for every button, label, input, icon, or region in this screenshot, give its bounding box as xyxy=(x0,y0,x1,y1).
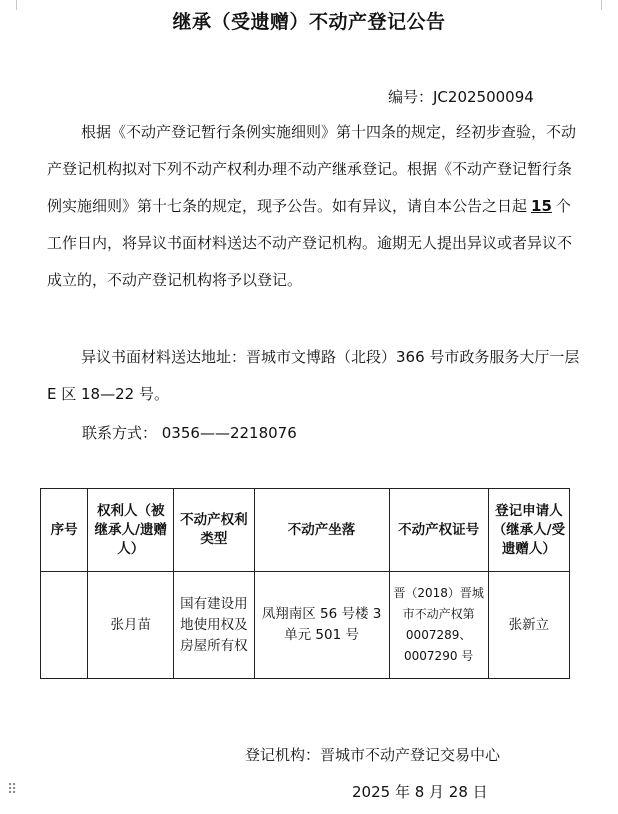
drag-handle-icon[interactable]: ⠿ xyxy=(7,782,17,798)
objection-days: 15 xyxy=(531,197,552,215)
paragraph-text: 个工作日内，将异议书面材料送达不动产登记机构。逾期无人提出异议或者异议不成立的，不动产登记机构将予以登记。 xyxy=(47,197,573,289)
table-header-row xyxy=(41,489,570,572)
cell-seq xyxy=(41,572,88,679)
header-seq: 序号 xyxy=(41,489,88,572)
header-owner: 权利人（被继承人/遗赠人） xyxy=(88,489,174,572)
cell-cert-no: 晋（2018）晋城市不动产权第 0007289、0007290 号 xyxy=(389,572,488,679)
objection-address: 异议书面材料送达地址：晋城市文博路（北段）366 号市政务服务大厅一层 E 区 18—22 号。 xyxy=(47,348,580,403)
table-row xyxy=(41,572,570,679)
registration-authority: 登记机构：晋城市不动产登记交易中心 xyxy=(245,746,501,764)
header-cert-no: 不动产权证号 xyxy=(389,489,488,572)
announcement-date: 2025 年 8 月 28 日 xyxy=(352,783,488,801)
announcement-paragraph xyxy=(47,114,582,299)
header-right-type: 不动产权利类型 xyxy=(174,489,254,572)
cell-owner: 张月苗 xyxy=(88,572,174,679)
paragraph-text: 根据《不动产登记暂行条例实施细则》第十四条的规定，经初步查验，不动产登记机构拟对下列不动产权利办理不动产继承登记。根据《不动产登记暂行条例实施细则》第十七条的规定，现予公告。如有异议，请自本公告之日起 xyxy=(47,123,577,215)
header-location: 不动产坐落 xyxy=(254,489,389,572)
cell-location: 凤翔南区 56 号楼 3 单元 501 号 xyxy=(254,572,389,679)
contact-info: 联系方式： 0356——2218076 xyxy=(82,424,297,442)
page-title: 继承（受遗赠）不动产登记公告 xyxy=(172,11,446,33)
document-number: 编号：JC202500094 xyxy=(388,88,534,106)
header-applicant: 登记申请人（继承人/受遗赠人） xyxy=(488,489,569,572)
registration-table xyxy=(40,488,570,679)
cell-applicant: 张新立 xyxy=(488,572,569,679)
cell-right-type: 国有建设用地使用权及房屋所有权 xyxy=(174,572,254,679)
